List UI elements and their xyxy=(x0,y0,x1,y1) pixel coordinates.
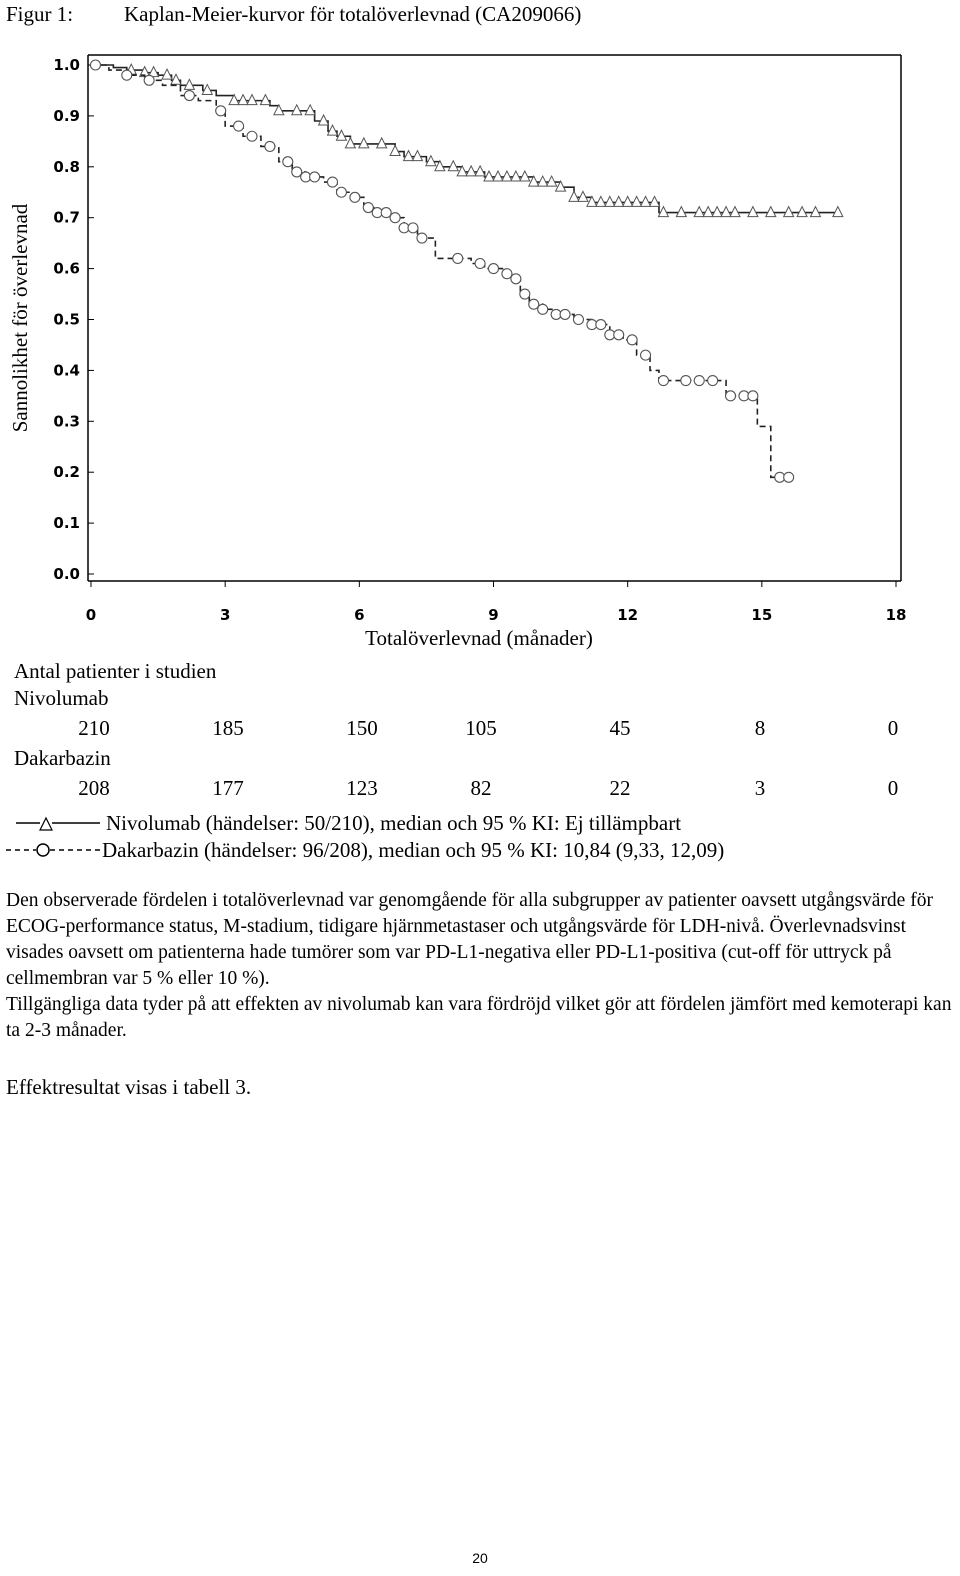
censor-mark-dakarbazin xyxy=(292,167,302,177)
censor-mark-dakarbazin xyxy=(408,223,418,233)
censor-mark-nivolumab xyxy=(547,176,557,186)
censor-mark-nivolumab xyxy=(605,196,615,206)
censor-mark-nivolumab xyxy=(493,171,503,181)
censor-mark-dakarbazin xyxy=(596,320,606,330)
legend-label-nivolumab: Nivolumab (händelser: 50/210), median och 95 % KI: Ej tillämpbart xyxy=(106,810,682,835)
censor-mark-nivolumab xyxy=(319,115,329,125)
censor-mark-nivolumab xyxy=(833,207,843,217)
x-tick-label: 18 xyxy=(885,606,907,624)
censor-mark-dakarbazin xyxy=(529,299,539,309)
censor-mark-nivolumab xyxy=(721,207,731,217)
page-number: 20 xyxy=(472,1550,488,1566)
censor-mark-dakarbazin xyxy=(560,309,570,319)
censor-mark-nivolumab xyxy=(448,161,458,171)
censor-mark-dakarbazin xyxy=(538,304,548,314)
x-tick-label: 0 xyxy=(85,606,97,624)
risk-table-cell: 105 xyxy=(465,716,497,740)
censor-mark-dakarbazin xyxy=(184,91,194,101)
censor-mark-dakarbazin xyxy=(216,106,226,116)
censor-mark-dakarbazin xyxy=(681,376,691,386)
censor-mark-dakarbazin xyxy=(328,177,338,187)
km-curve-nivolumab xyxy=(91,65,838,213)
censor-mark-dakarbazin xyxy=(520,289,530,299)
censor-mark-nivolumab xyxy=(641,196,651,206)
censor-mark-nivolumab xyxy=(703,207,713,217)
censor-mark-nivolumab xyxy=(511,171,521,181)
censor-mark-dakarbazin xyxy=(417,233,427,243)
risk-table-cell: 123 xyxy=(346,776,378,800)
risk-table-cell: 0 xyxy=(887,776,899,800)
censor-mark-dakarbazin xyxy=(283,157,293,167)
legend-symbol-nivolumab xyxy=(6,810,106,836)
censor-mark-dakarbazin xyxy=(453,253,463,263)
y-tick-label: 0.2 xyxy=(53,463,80,482)
censor-mark-nivolumab xyxy=(520,171,530,181)
x-tick-label: 15 xyxy=(751,606,773,624)
censor-mark-dakarbazin xyxy=(265,141,275,151)
censor-mark-dakarbazin xyxy=(247,131,257,141)
censor-mark-dakarbazin xyxy=(614,330,624,340)
y-tick-label: 1.0 xyxy=(53,56,80,74)
censor-mark-nivolumab xyxy=(811,207,821,217)
risk-table-cell: 185 xyxy=(212,716,244,740)
legend-label-dakarbazin: Dakarbazin (händelser: 96/208), median och 95 % KI: 10,84 (9,33, 12,09) xyxy=(102,837,725,862)
censor-mark-nivolumab xyxy=(596,196,606,206)
censor-mark-dakarbazin xyxy=(641,350,651,360)
censor-mark-nivolumab xyxy=(658,207,668,217)
censor-mark-nivolumab xyxy=(578,191,588,201)
censor-mark-nivolumab xyxy=(650,196,660,206)
censor-mark-dakarbazin xyxy=(489,264,499,274)
censor-mark-dakarbazin xyxy=(234,121,244,131)
censor-mark-nivolumab xyxy=(162,69,172,79)
risk-table-cell: 150 xyxy=(346,716,378,740)
censor-mark-nivolumab xyxy=(359,138,369,148)
censor-mark-nivolumab xyxy=(502,171,512,181)
censor-mark-nivolumab xyxy=(784,207,794,217)
final-note: Effektresultat visas i tabell 3. xyxy=(6,1075,252,1099)
censor-mark-dakarbazin xyxy=(502,269,512,279)
censor-mark-nivolumab xyxy=(260,95,270,105)
figure-title: Kaplan-Meier-kurvor för totalöverlevnad (CA209066) xyxy=(124,2,582,26)
censor-mark-nivolumab xyxy=(202,84,212,94)
censor-mark-nivolumab xyxy=(328,125,338,135)
y-tick-label: 0.9 xyxy=(53,106,80,125)
x-axis-title: Totalöverlevnad (månader) xyxy=(365,626,593,650)
risk-table-cell: 3 xyxy=(754,776,766,800)
figure-label: Figur 1: xyxy=(6,2,74,26)
censor-mark-dakarbazin xyxy=(694,376,704,386)
risk-table-heading: Antal patienter i studien xyxy=(14,659,217,683)
censor-mark-nivolumab xyxy=(730,207,740,217)
censor-mark-dakarbazin xyxy=(748,391,758,401)
body-paragraph-1: Den observerade fördelen i totalöverlevnad var genomgående för alla subgrupper av patienter oavsett utgångsvärde för ECOG-performance status, M-stadium, tidigare hjärnmetastaser och utgångsvärde för LDH-nivå. Överlevnadsvinst visades oavsett om patienterna hade tumörer som var PD-L1-negativa eller PD-L1-positiva (cut-off för uttryck på cellmembran var 5 % eller 10 %). xyxy=(6,890,933,989)
censor-mark-nivolumab xyxy=(305,105,315,115)
censor-mark-dakarbazin xyxy=(350,192,360,202)
x-tick-label: 6 xyxy=(354,606,365,624)
censor-mark-nivolumab xyxy=(623,196,633,206)
censor-mark-dakarbazin xyxy=(658,376,668,386)
censor-mark-nivolumab xyxy=(412,151,422,161)
legend-item-dakarbazin xyxy=(6,837,724,863)
legend-item-nivolumab xyxy=(6,810,681,836)
circle-icon xyxy=(37,844,49,856)
censor-mark-dakarbazin xyxy=(627,335,637,345)
censor-mark-dakarbazin xyxy=(310,172,320,182)
legend-symbol-dakarbazin xyxy=(6,837,102,863)
censor-mark-dakarbazin xyxy=(363,203,373,213)
x-tick-label: 9 xyxy=(488,606,499,624)
y-tick-label: 0.8 xyxy=(53,157,80,176)
y-tick-label: 0.6 xyxy=(53,259,80,278)
y-tick-label: 0.4 xyxy=(53,361,80,380)
censor-mark-nivolumab xyxy=(247,95,257,105)
censor-mark-nivolumab xyxy=(632,196,642,206)
risk-row-label-nivolumab: Nivolumab xyxy=(14,686,109,710)
triangle-icon xyxy=(40,818,52,830)
risk-table-cell: 8 xyxy=(754,716,766,740)
x-tick-label: 12 xyxy=(617,606,639,624)
km-chart xyxy=(0,40,960,660)
y-axis-title: Sannolikhet för överlevnad xyxy=(8,203,32,433)
censor-mark-dakarbazin xyxy=(511,274,521,284)
censor-mark-dakarbazin xyxy=(336,187,346,197)
risk-table-cell: 0 xyxy=(887,716,899,740)
y-tick-label: 0.1 xyxy=(53,514,80,533)
censor-mark-nivolumab xyxy=(426,156,436,166)
censor-mark-dakarbazin xyxy=(90,60,100,70)
risk-table-cell: 82 xyxy=(470,776,492,800)
censor-mark-dakarbazin xyxy=(573,315,583,325)
censor-mark-dakarbazin xyxy=(708,376,718,386)
censor-mark-nivolumab xyxy=(184,79,194,89)
censor-mark-nivolumab xyxy=(614,196,624,206)
censor-mark-nivolumab xyxy=(377,138,387,148)
censor-mark-dakarbazin xyxy=(144,75,154,85)
censor-mark-nivolumab xyxy=(676,207,686,217)
censor-mark-dakarbazin xyxy=(726,391,736,401)
censor-mark-nivolumab xyxy=(345,138,355,148)
censor-mark-nivolumab xyxy=(569,191,579,201)
censor-mark-nivolumab xyxy=(404,151,414,161)
x-tick-label: 3 xyxy=(219,606,231,624)
censor-mark-nivolumab xyxy=(292,105,302,115)
censor-mark-nivolumab xyxy=(797,207,807,217)
censor-mark-dakarbazin xyxy=(475,259,485,269)
risk-table-cell: 208 xyxy=(78,776,110,800)
risk-table-cell: 22 xyxy=(609,776,631,800)
x-axis-ticks xyxy=(86,581,907,624)
censor-mark-nivolumab xyxy=(748,207,758,217)
body-paragraph-2: Tillgängliga data tyder på att effekten av nivolumab kan vara fördröjd vilket gör att fördelen jämfört med kemoterapi kan ta 2-3 månader. xyxy=(6,994,952,1041)
censor-mark-nivolumab xyxy=(538,176,548,186)
censor-mark-nivolumab xyxy=(712,207,722,217)
risk-table-cell: 177 xyxy=(212,776,244,800)
censor-mark-dakarbazin xyxy=(784,472,794,482)
censor-mark-nivolumab xyxy=(766,207,776,217)
censor-mark-nivolumab xyxy=(475,166,485,176)
y-tick-label: 0.5 xyxy=(53,310,80,329)
y-tick-label: 0.7 xyxy=(53,208,80,227)
y-tick-label: 0.0 xyxy=(53,565,80,583)
censor-mark-dakarbazin xyxy=(390,213,400,223)
censor-mark-nivolumab xyxy=(466,166,476,176)
chart-axes xyxy=(88,55,901,581)
risk-table-cell: 210 xyxy=(78,716,110,740)
censor-mark-nivolumab xyxy=(390,146,400,156)
risk-row-label-dakarbazin: Dakarbazin xyxy=(14,746,111,770)
series-layer xyxy=(90,60,842,482)
y-tick-label: 0.3 xyxy=(53,412,80,431)
censor-mark-dakarbazin xyxy=(122,70,132,80)
km-curve-dakarbazin xyxy=(91,65,789,477)
body-text xyxy=(6,888,956,1044)
risk-table-cell: 45 xyxy=(609,716,631,740)
censor-mark-nivolumab xyxy=(694,207,704,217)
censor-mark-nivolumab xyxy=(238,95,248,105)
censor-mark-dakarbazin xyxy=(381,208,391,218)
